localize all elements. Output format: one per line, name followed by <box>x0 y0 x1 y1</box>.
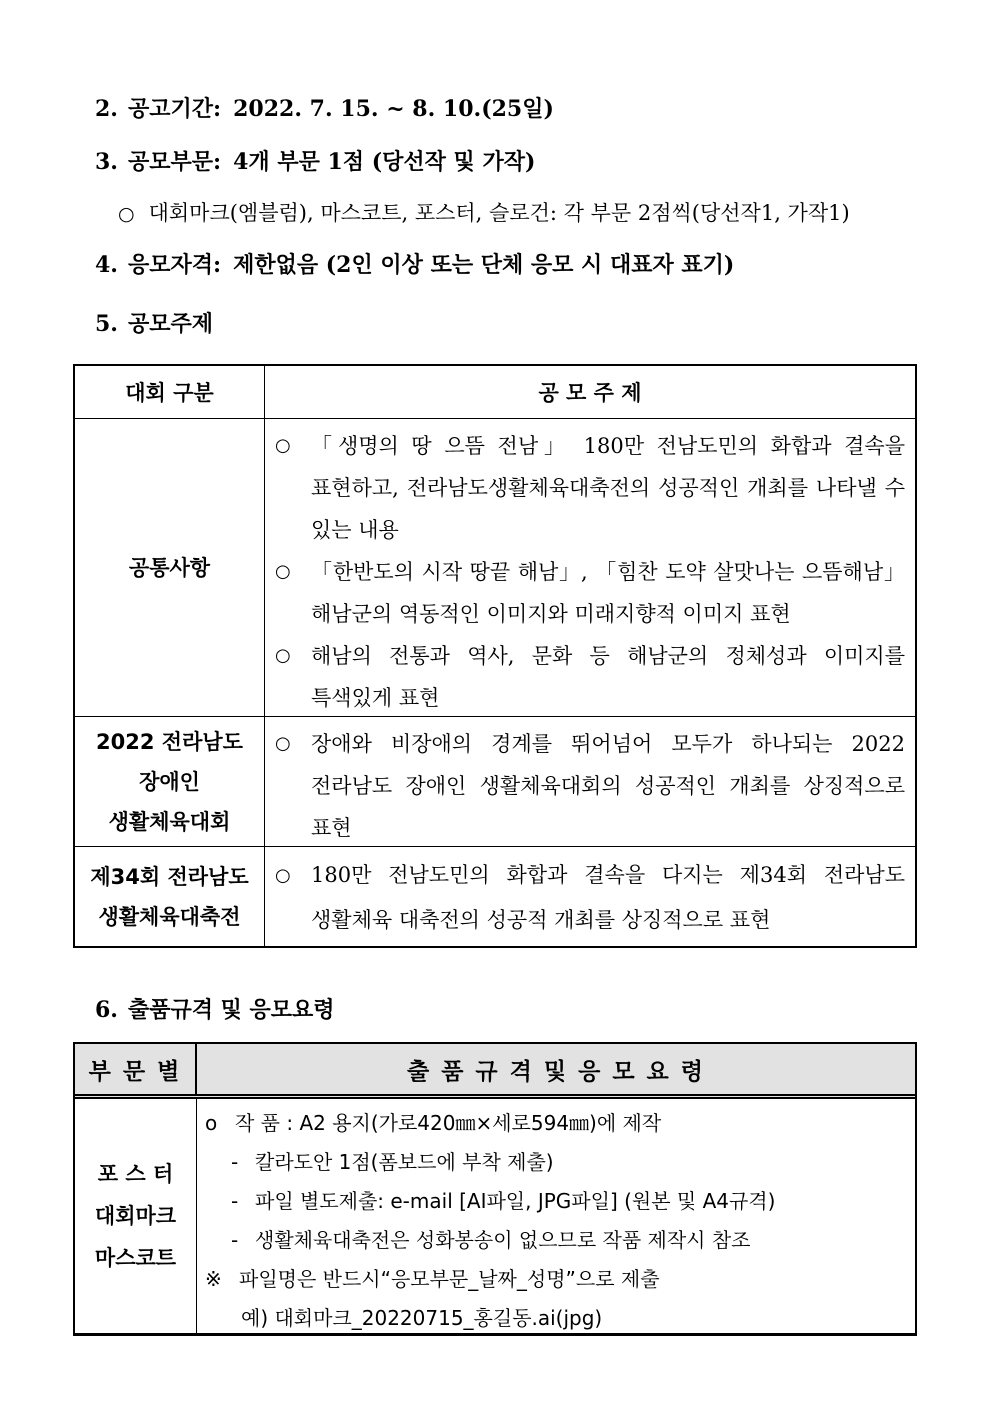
theme-table-header-category: 대회 구분 <box>75 366 265 418</box>
item-body: 2022. 7. 15. ~ 8. 10.(25일) <box>233 96 554 122</box>
item-title: 공모부문: <box>127 149 222 175</box>
sub-item-text: 대회마크(엠블럼), 마스코트, 포스터, 슬로건: 각 부문 2점씩(당선작1, 가작1) <box>148 201 850 225</box>
category-line: 장애인 <box>139 769 200 794</box>
item-title: 공고기간: <box>127 96 222 122</box>
theme-bullet <box>273 723 905 849</box>
theme-bullet <box>273 551 905 635</box>
theme-content-cell <box>265 419 915 716</box>
circle-bullet-icon: ○ <box>118 203 135 225</box>
theme-bullet-text: 180만 전남도민의 화합과 결속을 다지는 제34회 전라남도 생활체육 대축전의 성공적 개최를 상징적으로 표현 <box>311 863 905 932</box>
spec-table <box>73 1042 917 1336</box>
theme-content-cell <box>265 847 915 946</box>
item-contest-sections <box>95 145 535 176</box>
table-row <box>75 846 915 946</box>
spec-line <box>205 1221 907 1260</box>
item-title: 출품규격 및 응모요령 <box>127 997 335 1023</box>
theme-bullet <box>273 853 905 943</box>
spec-line-text: 생활체육대축전은 성화봉송이 없으므로 작품 제작시 참조 <box>255 1228 751 1252</box>
table-row <box>75 418 915 716</box>
theme-bullet-text: 해남의 전통과 역사, 문화 등 해남군의 정체성과 이미지를 특색있게 표현 <box>311 644 905 710</box>
theme-category-cell <box>75 419 265 716</box>
dash-bullet-icon: - <box>231 1150 239 1174</box>
spec-table-header-requirements: 출 품 규 격 및 응 모 요 령 <box>406 1058 706 1085</box>
theme-bullet <box>273 425 905 551</box>
item-number: 5. <box>95 311 118 337</box>
category-line: 제34회 전라남도 <box>90 864 249 889</box>
theme-category-cell <box>75 717 265 846</box>
circle-bullet-icon: ○ <box>275 865 291 886</box>
category-line: 생활체육대축전 <box>98 904 241 929</box>
item-title: 응모자격: <box>127 252 222 278</box>
spec-line <box>205 1299 907 1338</box>
spec-line <box>205 1104 907 1143</box>
dash-bullet-icon: - <box>231 1189 239 1213</box>
reference-mark-icon: ※ <box>205 1267 222 1291</box>
theme-bullet-text: 「생명의 땅 으뜸 전남」 180만 전남도민의 화합과 결속을 표현하고, 전라남도생활체육대축전의 성공적인 개최를 나타낼 수 있는 내용 <box>311 434 905 542</box>
spec-table-header-row <box>75 1044 915 1099</box>
spec-line-text: 예) 대회마크_20220715_홍길동.ai(jpg) <box>241 1306 603 1330</box>
theme-content-cell <box>265 717 915 846</box>
circle-bullet-icon: ○ <box>275 561 291 582</box>
category-line: 마스코트 <box>94 1246 177 1270</box>
spec-category-cell <box>75 1099 197 1333</box>
item-body: 4개 부문 1점 (당선작 및 가작) <box>233 149 536 175</box>
category-line: 대회마크 <box>94 1204 177 1228</box>
item-number: 3. <box>95 149 118 175</box>
theme-table <box>73 364 917 948</box>
theme-table-header-theme: 공 모 주 제 <box>538 381 642 405</box>
item-eligibility <box>95 248 734 279</box>
category-line: 포 스 터 <box>97 1162 174 1186</box>
item-contest-sections-sub <box>118 197 850 227</box>
item-title: 공모주제 <box>127 311 213 337</box>
item-entry-spec <box>95 993 347 1024</box>
spec-line <box>205 1182 907 1221</box>
spec-line <box>205 1143 907 1182</box>
spec-line-text: 파일명은 반드시“응모부문_날짜_성명”으로 제출 <box>239 1267 660 1291</box>
circle-bullet-icon: ○ <box>275 435 291 456</box>
table-row <box>75 1099 915 1333</box>
spec-line <box>205 1260 907 1299</box>
theme-bullet-text: 「한반도의 시작 땅끝 해남」, 「힘찬 도약 살맛나는 으뜸해남」 해남군의 역동적인 이미지와 미래지향적 이미지 표현 <box>311 560 905 626</box>
spec-line-text: 칼라도안 1점(폼보드에 부착 제출) <box>255 1150 554 1174</box>
o-bullet-icon: o <box>205 1111 218 1135</box>
item-announcement-period <box>95 92 554 123</box>
dash-bullet-icon: - <box>231 1228 239 1252</box>
spec-line-text: 파일 별도제출: e-mail [AI파일, JPG파일] (원본 및 A4규격) <box>255 1189 776 1213</box>
circle-bullet-icon: ○ <box>275 645 291 666</box>
category-line: 생활체육대회 <box>108 809 231 834</box>
table-row <box>75 716 915 846</box>
spec-line-text: 작 품 : A2 용지(가로420㎜×세로594㎜)에 제작 <box>235 1111 662 1135</box>
category-line: 공통사항 <box>128 555 211 580</box>
spec-content-cell <box>197 1099 915 1333</box>
theme-category-cell <box>75 847 265 946</box>
item-body: 제한없음 (2인 이상 또는 단체 응모 시 대표자 표기) <box>233 252 735 278</box>
theme-table-header-row <box>75 366 915 418</box>
theme-bullet <box>273 635 905 719</box>
theme-bullet-text: 장애와 비장애의 경계를 뛰어넘어 모두가 하나되는 2022 전라남도 장애인 생활체육대회의 성공적인 개최를 상징적으로 표현 <box>311 732 905 840</box>
item-number: 2. <box>95 96 118 122</box>
circle-bullet-icon: ○ <box>275 733 291 754</box>
item-number: 6. <box>95 997 118 1023</box>
category-line: 2022 전라남도 <box>96 729 243 754</box>
spec-table-header-section: 부 문 별 <box>75 1044 197 1094</box>
item-number: 4. <box>95 252 118 278</box>
item-contest-theme <box>95 307 225 338</box>
